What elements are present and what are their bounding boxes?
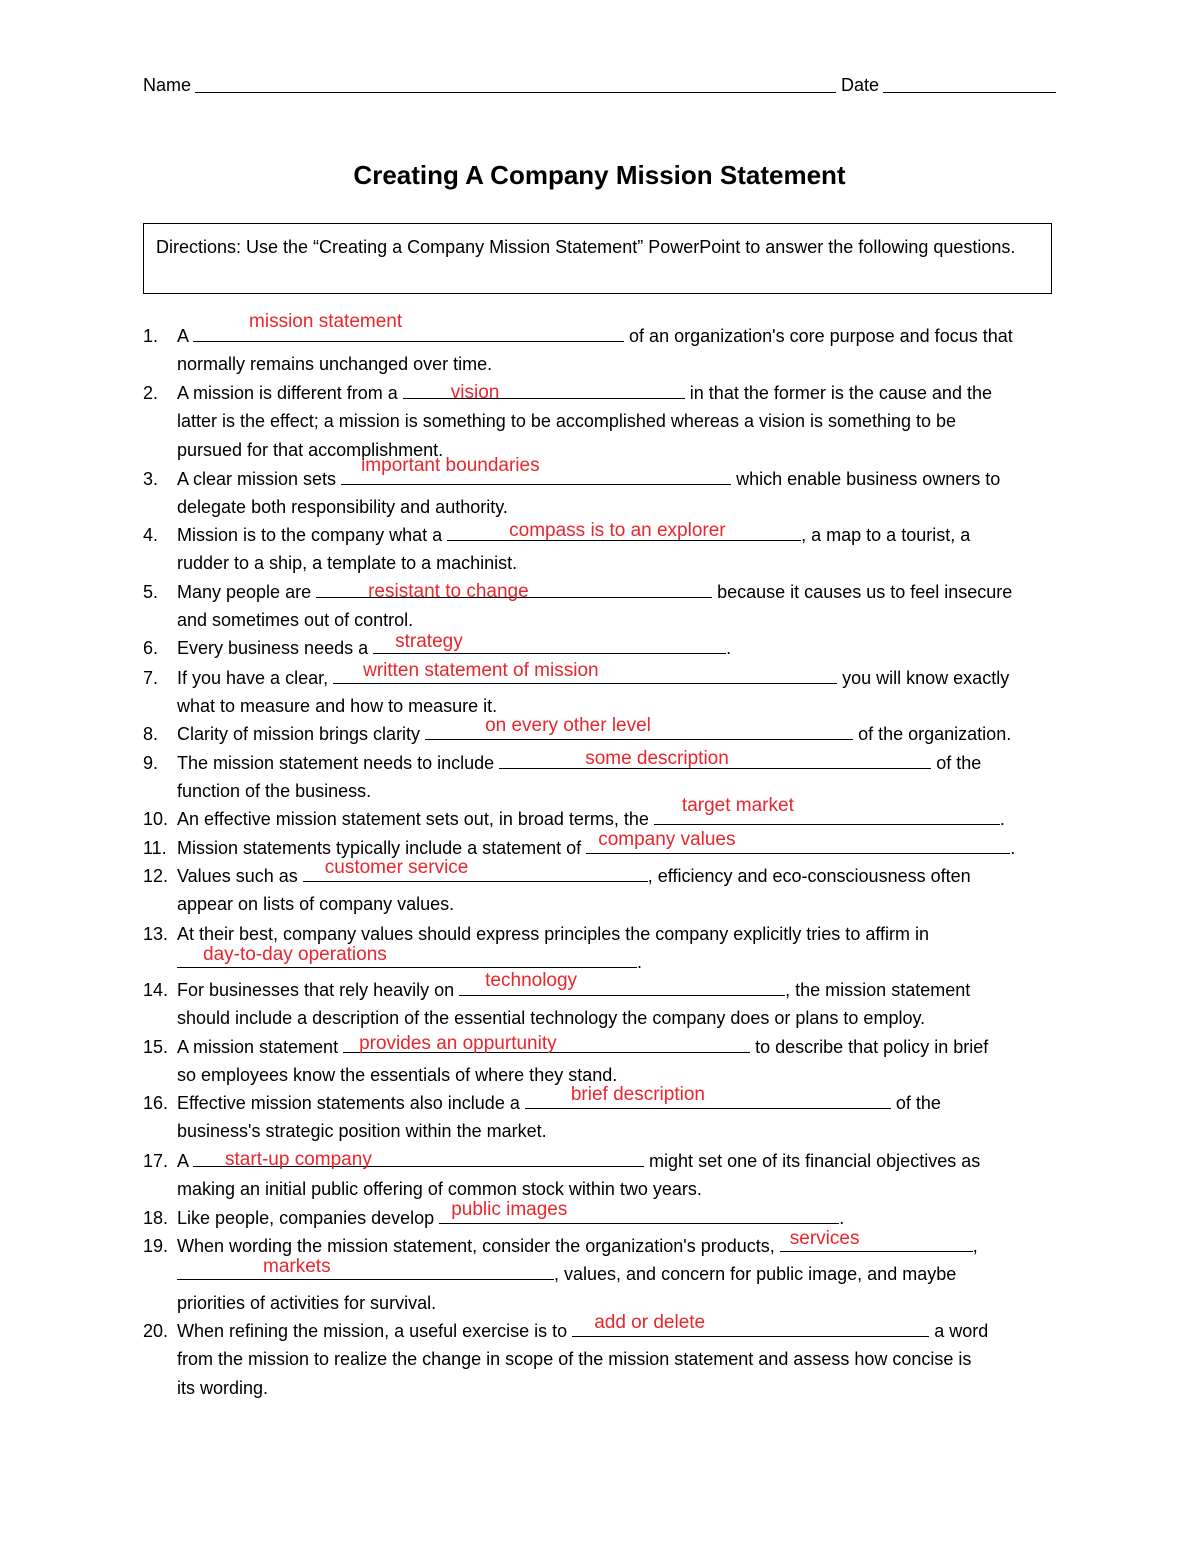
answer-blank[interactable]	[572, 1312, 929, 1337]
answer-blank[interactable]	[343, 1033, 750, 1053]
question-text: .	[999, 809, 1005, 829]
question-text: A	[177, 1151, 189, 1171]
question-number: 17.	[143, 1151, 169, 1171]
question-number: 10.	[143, 809, 169, 829]
question-text: Effective mission statements also include a	[177, 1093, 520, 1113]
name-field[interactable]	[195, 92, 836, 93]
question-text: priorities of activities for survival.	[177, 1292, 437, 1313]
question-text: For businesses that rely heavily on	[177, 980, 455, 1000]
question-text: Like people, companies develop	[177, 1208, 435, 1228]
answer-text: provides an oppurtunity	[359, 1033, 557, 1054]
name-label: Name	[143, 75, 192, 95]
answer-text: public images	[451, 1199, 568, 1220]
question-text: might set one of its financial objectives as	[649, 1151, 981, 1171]
question-number: 2.	[143, 383, 159, 403]
question-text: Mission statements typically include a statement of	[177, 838, 582, 858]
question-text: , values, and concern for public image, and maybe	[554, 1264, 957, 1285]
question-text: normally remains unchanged over time.	[177, 354, 493, 375]
answer-text: mission statement	[249, 311, 403, 332]
question-text: Clarity of mission brings clarity	[177, 724, 421, 744]
question-number: 12.	[143, 866, 169, 886]
answer-text: markets	[263, 1256, 331, 1278]
answer-blank[interactable]	[447, 521, 801, 541]
question-number: 1.	[143, 326, 159, 346]
question-text: A clear mission sets	[177, 469, 337, 489]
answer-blank[interactable]	[193, 311, 624, 342]
question-text: in that the former is the cause and the	[689, 383, 992, 403]
question-text: what to measure and how to measure it.	[177, 696, 498, 717]
answer-blank[interactable]	[425, 715, 853, 740]
question-text: Many people are	[177, 582, 312, 602]
question-number: 13.	[143, 924, 169, 944]
answer-blank[interactable]	[439, 1199, 839, 1224]
answer-blank[interactable]	[459, 970, 785, 996]
question-text: A mission statement	[177, 1037, 339, 1057]
question-text: business's strategic position within the market.	[177, 1121, 547, 1142]
question-text: you will know exactly	[842, 668, 1010, 688]
question-text: Values such as	[177, 866, 298, 886]
question-number: 9.	[143, 753, 159, 773]
answer-text: technology	[485, 970, 578, 991]
answer-blank[interactable]	[341, 455, 731, 485]
question-number: 7.	[143, 668, 159, 688]
name-date-header	[143, 72, 1056, 98]
answer-blank[interactable]	[499, 749, 931, 769]
date-field[interactable]	[883, 92, 1056, 93]
answer-text: add or delete	[594, 1312, 706, 1333]
question-number: 14.	[143, 980, 169, 1000]
answer-blank[interactable]	[780, 1228, 973, 1252]
answer-text: customer service	[324, 857, 469, 878]
question-text: When refining the mission, a useful exercise is to	[177, 1321, 568, 1341]
answer-blank[interactable]	[177, 944, 637, 968]
question-number: 6.	[143, 638, 159, 658]
question-text: its wording.	[177, 1377, 269, 1398]
question-number: 11.	[143, 838, 167, 858]
question-text: , a map to a tourist, a	[801, 525, 971, 545]
answer-text: on every other level	[485, 715, 651, 736]
answer-blank[interactable]	[403, 379, 685, 403]
question-text: .	[637, 952, 643, 973]
question-text: making an initial public offering of common stock within two years.	[177, 1179, 702, 1200]
answer-blank[interactable]	[654, 795, 1000, 825]
question-number: 5.	[143, 582, 159, 602]
answer-text: services	[789, 1228, 860, 1249]
answer-text: brief description	[570, 1084, 705, 1105]
question-text: should include a description of the essential technology the company does or plans to employ.	[177, 1008, 926, 1029]
question-text: so employees know the essentials of where they stand.	[177, 1065, 618, 1086]
question-text: , the mission statement	[785, 980, 971, 1000]
answer-blank[interactable]	[316, 578, 712, 602]
question-text: latter is the effect; a mission is something to be accomplished whereas a vision is something to be	[177, 411, 957, 432]
answer-text: strategy	[395, 631, 463, 652]
answer-text: start-up company	[225, 1149, 372, 1170]
answer-blank[interactable]	[373, 631, 726, 654]
question-text: At their best, company values should express principles the company explicitly tries to affirm in	[177, 924, 930, 944]
answer-blank[interactable]	[193, 1147, 644, 1170]
question-number: 3.	[143, 469, 159, 489]
answer-text: resistant to change	[368, 581, 529, 602]
question-text: .	[1010, 838, 1016, 858]
question-text: The mission statement needs to include	[177, 753, 495, 773]
question-text: which enable business owners to	[736, 469, 1001, 489]
question-text: a word	[934, 1321, 989, 1341]
question-text: When wording the mission statement, consider the organization's products,	[177, 1236, 775, 1256]
question-text: because it causes us to feel insecure	[717, 582, 1013, 602]
question-text: Mission is to the company what a	[177, 525, 443, 545]
question-text: rudder to a ship, a template to a machinist.	[177, 553, 518, 574]
question-text: , efficiency and eco-consciousness often	[647, 866, 971, 886]
question-text: of the	[895, 1093, 941, 1113]
question-text: If you have a clear,	[177, 668, 329, 688]
question-text: of the organization.	[858, 724, 1012, 744]
question-text: and sometimes out of control.	[177, 610, 414, 631]
answer-text: some description	[585, 748, 729, 769]
question-number: 4.	[143, 525, 159, 545]
question-text: from the mission to realize the change in scope of the mission statement and assess how concise is	[177, 1349, 972, 1370]
answer-blank[interactable]	[525, 1084, 891, 1109]
question-text: pursued for that accomplishment.	[177, 439, 444, 460]
question-text: .	[726, 638, 732, 658]
answer-blank[interactable]	[177, 1256, 554, 1280]
question-text: ,	[972, 1236, 978, 1256]
question-number: 16.	[143, 1093, 169, 1113]
question-text: function of the business.	[177, 781, 372, 802]
question-number: 8.	[143, 724, 159, 744]
question-text: A	[177, 326, 189, 346]
question-text: A mission is different from a	[177, 383, 398, 403]
answer-text: important boundaries	[361, 455, 540, 476]
question-text: delegate both responsibility and authority.	[177, 497, 508, 518]
answer-text: written statement of mission	[363, 660, 599, 681]
answer-text: compass is to an explorer	[509, 520, 726, 541]
answer-text: target market	[681, 795, 794, 816]
question-text: of an organization's core purpose and focus that	[629, 326, 1013, 346]
question-text: An effective mission statement sets out, in broad terms, the	[177, 809, 649, 829]
question-text: Every business needs a	[177, 638, 369, 658]
answer-text: company values	[598, 829, 736, 850]
page-title: Creating A Company Mission Statement	[353, 160, 846, 190]
answer-blank[interactable]	[333, 660, 837, 684]
answer-text: day-to-day operations	[203, 944, 387, 966]
date-label: Date	[841, 75, 880, 95]
question-number: 19.	[143, 1236, 169, 1256]
answer-text: vision	[450, 382, 500, 403]
question-number: 15.	[143, 1037, 169, 1057]
answer-blank[interactable]	[303, 857, 648, 882]
question-text: appear on lists of company values.	[177, 894, 455, 915]
question-text: .	[839, 1208, 845, 1228]
question-text: to describe that policy in brief	[755, 1037, 989, 1057]
question-number: 18.	[143, 1208, 169, 1228]
question-number: 20.	[143, 1321, 169, 1341]
question-text: of the	[936, 753, 982, 773]
directions-box: Directions: Use the “Creating a Company Mission Statement” PowerPoint to answer the following questions.	[143, 223, 1052, 294]
answer-blank[interactable]	[586, 829, 1010, 854]
